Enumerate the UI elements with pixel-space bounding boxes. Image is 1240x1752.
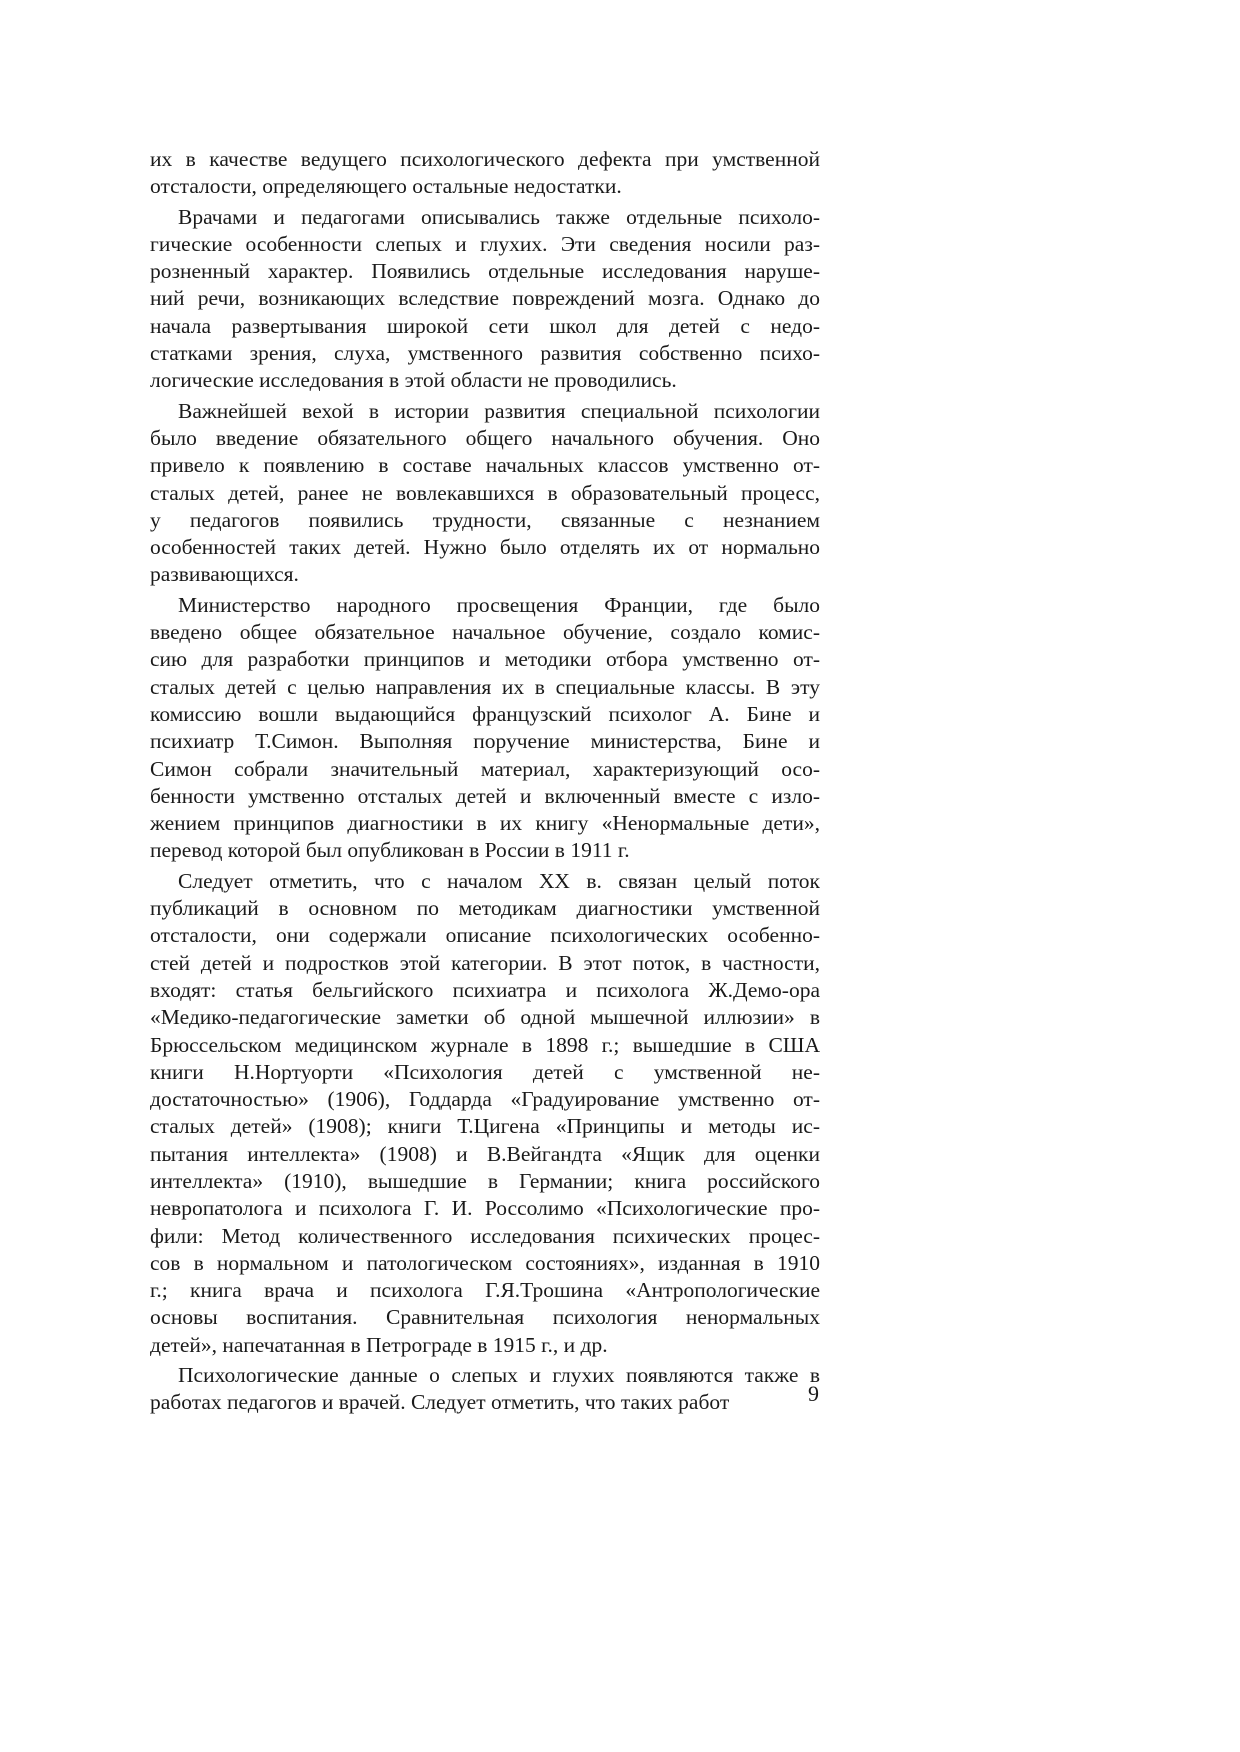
text-line: «Медико-педагогические заметки об одной мышечной иллюзии» в	[150, 1005, 820, 1030]
text-line: ний речи, возникающих вследствие повреждений мозга. Однако до	[150, 286, 820, 311]
text-line: введено общее обязательное начальное обучение, создало комис-	[150, 620, 820, 645]
text-line: Психологические данные о слепых и глухих появляются также в	[178, 1363, 820, 1388]
paragraph	[150, 868, 820, 1359]
text-line: жением принципов диагностики в их книгу «Ненормальные дети»,	[150, 811, 820, 836]
text-line: особенностей таких детей. Нужно было отделять их от нормально	[150, 535, 820, 560]
text-line: развивающихся.	[150, 562, 299, 587]
paragraph	[150, 398, 820, 589]
text-line: статками зрения, слуха, умственного развития собственно психо-	[150, 341, 820, 366]
paragraph	[150, 204, 820, 395]
text-line: бенности умственно отсталых детей и включенный вместе с изло-	[150, 783, 820, 808]
text-line: отсталости, они содержали описание психологических особенно-	[150, 923, 820, 948]
text-line: Следует отметить, что с началом XX в. связан целый поток	[178, 868, 820, 893]
text-line: сию для разработки принципов и методики отбора умственно от-	[150, 647, 820, 672]
text-line: Министерство народного просвещения Франции, где было	[178, 592, 820, 617]
text-line: привело к появлению в составе начальных классов умственно от-	[150, 453, 820, 478]
text-line: фили: Метод количественного исследования психических процес-	[150, 1223, 820, 1248]
text-line: розненный характер. Появились отдельные исследования наруше-	[150, 259, 820, 284]
text-line: публикаций в основном по методикам диагностики умственной	[150, 896, 820, 921]
text-line: г.; книга врача и психолога Г.Я.Трошина «Антропологические	[150, 1278, 820, 1303]
text-line: работах педагогов и врачей. Следует отметить, что таких работ	[150, 1390, 730, 1415]
text-line: пытания интеллекта» (1908) и В.Вейгандта «Ящик для оценки	[150, 1141, 820, 1166]
text-line: логические исследования в этой области не проводились.	[150, 368, 677, 393]
text-line: сталых детей» (1908); книги Т.Цигена «Принципы и методы ис-	[150, 1114, 820, 1139]
text-line: невропатолога и психолога Г. И. Россолимо «Психологические про-	[150, 1196, 820, 1221]
text-line: их в качестве ведущего психологического дефекта при умственной	[150, 147, 820, 171]
text-line: психиатр Т.Симон. Выполняя поручение министерства, Бине и	[150, 729, 820, 754]
body-text	[150, 146, 820, 1420]
text-line: у педагогов появились трудности, связанные с незнанием	[150, 507, 820, 532]
paragraph	[150, 1362, 820, 1417]
text-line: книги Н.Нортуорти «Психология детей с умственной не-	[150, 1059, 820, 1084]
text-line: перевод которой был опубликован в России в 1911 г.	[150, 838, 630, 863]
text-line: основы воспитания. Сравнительная психология ненормальных	[150, 1305, 820, 1330]
text-line: Брюссельском медицинском журнале в 1898 г.; вышедшие в США	[150, 1032, 820, 1057]
text-line: гические особенности слепых и глухих. Эти сведения носили раз-	[150, 231, 820, 256]
text-line: достаточностью» (1906), Годдарда «Градуирование умственно от-	[150, 1087, 820, 1112]
text-line: Важнейшей вехой в истории развития специальной психологии	[178, 398, 820, 423]
text-line: сов в нормальном и патологическом состояниях», изданная в 1910	[150, 1250, 820, 1275]
text-line: Врачами и педагогами описывались также отдельные психоло-	[178, 204, 820, 229]
text-line: было введение обязательного общего начального обучения. Оно	[150, 425, 820, 450]
text-line: интеллекта» (1910), вышедшие в Германии; книга российского	[150, 1168, 820, 1193]
page-number: 9	[808, 1381, 819, 1406]
text-line: Симон собрали значительный материал, характеризующий осо-	[150, 756, 820, 781]
text-line: комиссию вошли выдающийся французский психолог А. Бине и	[150, 701, 820, 726]
text-line: входят: статья бельгийского психиатра и психолога Ж.Демо-ора	[150, 977, 820, 1002]
text-line: отсталости, определяющего остальные недостатки.	[150, 174, 622, 199]
text-line: стей детей и подростков этой категории. В этот поток, в частности,	[150, 950, 820, 975]
text-line: сталых детей, ранее не вовлекавшихся в образовательный процесс,	[150, 480, 820, 505]
paragraph	[150, 146, 820, 201]
text-line: начала развертывания широкой сети школ для детей с недо-	[150, 313, 820, 338]
paragraph	[150, 592, 820, 865]
text-line: детей», напечатанная в Петрограде в 1915 г., и др.	[150, 1332, 608, 1357]
text-line: сталых детей с целью направления их в специальные классы. В эту	[150, 674, 820, 699]
